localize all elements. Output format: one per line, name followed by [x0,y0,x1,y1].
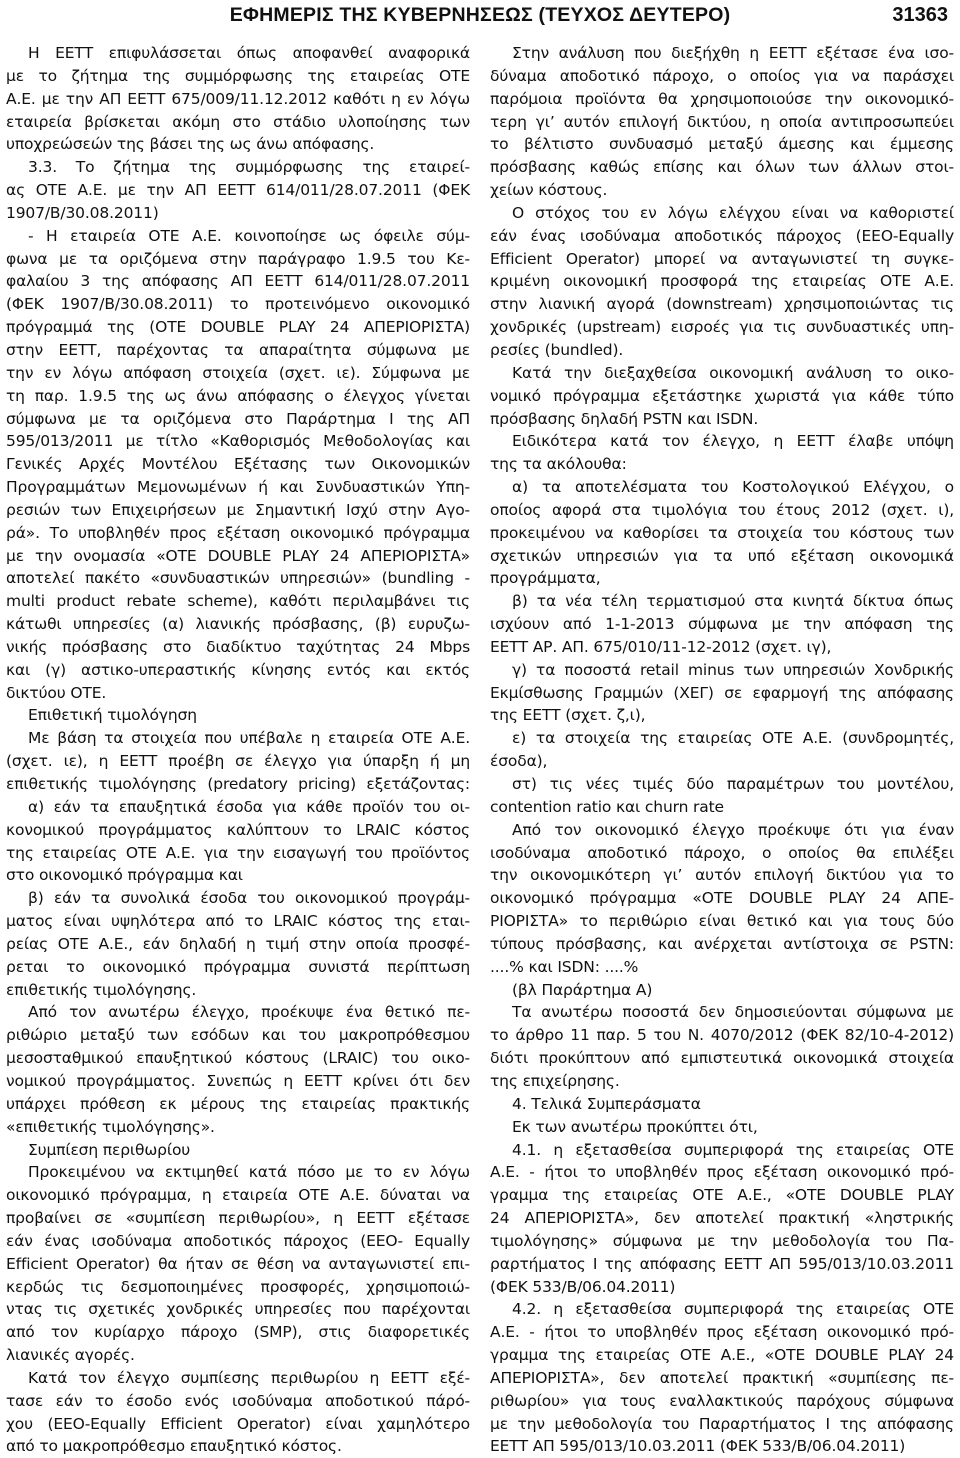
text-line: Κατά τον έλεγχο συμπίεσης περιθωρίου η ΕΕΤΤ εξέ- [28,1368,470,1387]
text-line: Από τον ανωτέρω έλεγχο, προέκυψε ένα θετικό πε- [28,1003,470,1022]
text-line: της εταιρείας ΟΤΕ Α.Ε. για την εισαγωγή του προϊόντος [6,843,470,862]
text-line: νομικού προγράμματος. Συνεπώς η ΕΕΤΤ κρίνει ότι δεν [6,1071,470,1090]
text-line: προγράμματα, [490,569,601,588]
text-line: Γενικές Αρχές Μοντέλου Εξέτασης των Οικονομικών [6,455,470,474]
text-line: κριμένη οικονομική προσφορά της εταιρείας ΟΤΕ Α.Ε. [490,272,954,291]
text-line: εταιρεία βρίσκεται ακόμη στο στάδιο υλοποίησης των [6,112,470,131]
text-line: γραμμα της εταιρείας ΟΤΕ Α.Ε., «ΟΤΕ DOUBLE PLAY 24 [490,1346,954,1365]
text-line: 24 ΑΠΕΡΙΟΡΙΣΤΑ», δεν αποτελεί πρακτική «ληστρικής [490,1209,954,1228]
text-line: ρεται το οικονομικό πρόγραμμα συνιστά περίπτωση [6,957,470,976]
text-line: multi product rebate scheme), καθότι περιλαμβάνει τις [6,592,470,611]
text-line: Με βάση τα στοιχεία που υπέβαλε η εταιρεία ΟΤΕ Α.Ε. [28,729,470,748]
text-line: την οικονομικότερη γι’ αυτόν επιλογή δικτύου για το [490,866,954,885]
text-line: κάτωθι υπηρεσίες (α) λιανικής πρόσβασης, (β) ευρυζω- [6,615,470,634]
page-header [0,0,960,34]
text-line: τερη γι’ αυτόν επιλογή δικτύου, η οποία αντιπροσωπεύει [490,112,954,131]
text-line: τη παρ. 1.9.5 της ως άνω απόφασης ο έλεγχος γίνεται [6,386,470,405]
text-line: οποίος αφορά στα τιμολόγια του έτους 2012 (σχετ. ι), [490,500,954,519]
text-line: (ΦΕΚ 533/Β/06.04.2011) [490,1277,676,1296]
text-line: ....% και ISDN: ....% [490,957,639,976]
text-line: (ΦΕΚ 1907/Β/30.08.2011) το προτεινόμενο οικονομικό [6,295,470,314]
text-line: «επιθετικής τιμολόγησης». [6,1117,215,1136]
text-line: νομικό πρόγραμμα εξετάστηκε χωριστά για κάθε τύπο [490,386,954,405]
text-line: ισοδύναμα αποδοτικό πάροχο, ο οποίος θα επιλέξει [490,843,954,862]
text-line: με την ονομασία «ΟΤΕ DOUBLE PLAY 24 ΑΠΕΡΙΟΡΙΣΤΑ» [6,546,470,565]
text-line: Ο στόχος του εν λόγω ελέγχου είναι να καθοριστεί [512,203,954,222]
gazette-title: ΕΦΗΜΕΡΙΣ ΤΗΣ ΚΥΒΕΡΝΗΣΕΩΣ (ΤΕΥΧΟΣ ΔΕΥΤΕΡΟ) [229,4,731,26]
text-line: 4. Τελικά Συμπεράσματα [512,1094,701,1113]
text-line: 1907/Β/30.08.2011) [6,203,159,222]
text-line: γραμμα της εταιρείας ΟΤΕ Α.Ε., «ΟΤΕ DOUBLE PLAY [490,1186,954,1205]
text-line: της επιχείρησης. [490,1071,620,1090]
text-line: Ειδικότερα κατά τον έλεγχο, η ΕΕΤΤ έλαβε υπόψη [512,432,954,451]
text-line: ριθωρίου» για τους εναλλακτικούς παρόχους σύμφωνα [490,1391,954,1410]
text-line: υπάρχει πρόθεση εκ μέρους της εταιρείας πρακτικής [6,1094,470,1113]
text-line: Εκμίσθωσης Γραμμών (ΧΕΓ) σε εφαρμογή της απόφασης [490,683,954,702]
text-line: οικονομικό πρόγραμμα «ΟΤΕ DOUBLE PLAY 24 ΑΠΕ- [490,889,954,908]
text-line: στην λιανική αγορά (downstream) χρησιμοποιώντας τις [490,295,954,314]
text-line: Στην ανάλυση που διεξήχθη η ΕΕΤΤ εξέτασε ένα ισο- [512,44,954,62]
text-line: 4.2. η εξετασθείσα συμπεριφορά της εταιρείας ΟΤΕ [512,1300,954,1319]
text-line: κερδώς τις δεσμοποιημένες προσφορές, χρησιμοποιώ- [6,1277,470,1296]
text-line: και (γ) αστικο-υπεραστικής κίνησης εντός και εκτός [6,660,470,679]
text-line: πρόσβασης δηλαδή PSTN και ISDN. [490,409,759,428]
text-line: Α.Ε. - ήτοι το υποβληθέν προς εξέταση οικονομικό πρό- [490,1163,954,1182]
text-line: οικονομικό πρόγραμμα, η εταιρεία ΟΤΕ Α.Ε. δύναται να [6,1186,470,1205]
text-line: μεσοσταθμικού επαυξητικού κόστους (LRAIC) του οικο- [6,1049,470,1068]
text-line: το άρθρο 11 παρ. 5 του Ν. 4070/2012 (ΦΕΚ 82/10-4-2012) [490,1026,954,1045]
text-line: της ΕΕΤΤ (σχετ. ζ,ι), [490,706,646,725]
text-line: εάν ένας ισοδύναμα αποδοτικός πάροχος (ΕΕΟ- Equally [6,1231,470,1250]
text-line: ρεσίες (bundled). [490,340,624,359]
text-line: με την μεθοδολογία του Παραρτήματος Ι της απόφασης [490,1414,954,1433]
text-line: ρεσιών των Επιχειρήσεων με Σημαντική Ισχύ στην Αγο- [6,500,470,519]
text-line: ΕΕΤΤ ΑΡ. ΑΠ. 675/010/11-12-2012 (σχετ. ιγ), [490,637,832,656]
text-line: κονομικού προγράμματος καλύπτουν το LRAIC κόστος [6,820,470,839]
text-line: νικής πρόσβασης στο διαδίκτυο ταχύτητας 24 Mbps [6,637,470,656]
text-line: προκειμένου να καθορίσει τα στοιχεία του κόστους των [490,523,954,542]
text-line: Τα ανωτέρω ποσοστά δεν δημοσιεύονται σύμφωνα με [512,1003,954,1022]
text-line: της τα ακόλουθα: [490,455,627,474]
text-line: χονδρικές (upstream) εισροές για τις συνδυαστικές υπη- [490,318,954,337]
text-line: (σχετ. ιε), η ΕΕΤΤ προέβη σε έλεγχο για ύπαρξη ή μη [6,752,470,771]
text-line: πρόσβασης καθώς επίσης και όλων των άλλων στοι- [490,158,954,177]
text-line: τιμολόγησης» σύμφωνα με την μεθοδολογία του Πα- [490,1231,954,1250]
text-line: στην ΕΕΤΤ, παρέχοντας τα απαραίτητα σύμφωνα με [6,340,470,359]
text-line: ΕΕΤΤ ΑΠ 595/013/10.03.2011 (ΦΕΚ 533/Β/06.04.2011) [490,1437,906,1456]
text-line: λιανικές αγορές. [6,1346,135,1365]
text-line: α) τα αποτελέσματα του Κοστολογικού Ελέγχου, ο [512,478,954,497]
text-line: ΑΠΕΡΙΟΡΙΣΤΑ», δεν αποτελεί πρακτική «συμπίεσης πε- [490,1368,954,1387]
text-line: προβαίνει σε «συμπίεση περιθωρίου», η ΕΕΤΤ εξέτασε [6,1209,470,1228]
text-line: επιθετικής τιμολόγησης (predatory pricing) εξετάζοντας: [6,775,470,793]
page-number: 31363 [892,4,948,26]
text-line: το βέλτιστο συνδυασμό μεταξύ άμεσης και έμμεσης [490,135,954,154]
text-line: χου (ΕΕΟ-Equally Efficient Operator) είναι χαμηλότερο [6,1414,470,1433]
text-line: Α.Ε. - ήτοι το υποβληθέν προς εξέταση οικονομικό πρό- [490,1323,954,1342]
text-line: φαλαίου 3 της απόφασης ΑΠ ΕΕΤΤ 614/011/28.07.2011 [6,272,470,291]
text-line: ΡΙΟΡΙΣΤΑ» το περιθώριο είναι θετικό και για τους δύο [490,912,954,931]
text-line: εάν ένας ισοδύναμα αποδοτικός πάροχος (ΕΕΟ-Equally [490,226,954,245]
text-line: σύμφωνα με τα οριζόμενα στο Παράρτημα Ι της ΑΠ [6,409,470,428]
text-line: ας ΟΤΕ Α.Ε. με την ΑΠ ΕΕΤΤ 614/011/28.07.2011 (ΦΕΚ [6,181,470,200]
text-line: - Η εταιρεία ΟΤΕ Α.Ε. κοινοποίησε ως όφειλε σύμ- [28,226,470,245]
text-line: (βλ Παράρτημα Α) [512,980,653,999]
text-line: σχετικών υπηρεσιών για τα υπό εξέταση οικονομικά [490,546,954,565]
text-line: ματος είναι υψηλότερα από το LRAIC κόστος της εται- [6,912,470,931]
text-line: Εκ των ανωτέρω προκύπτει ότι, [512,1117,758,1136]
text-line: contention ratio και churn rate [490,797,724,816]
text-line: από το μακροπρόθεσμο επαυξητικό κόστος. [6,1437,342,1456]
text-line: από τον κυρίαρχο πάροχο (SMP), στις διαφορετικές [6,1323,470,1342]
text-line: ριθώριο μεταξύ των εσόδων και του μακροπρόθεσμου [6,1026,470,1045]
right-column [490,42,954,1458]
text-line: Προγραμμάτων Μεμονωμένων ή και Συνδυαστικών Υπη- [6,478,470,497]
text-line: χείων κόστους. [490,181,608,200]
text-line: ραρτήματος Ι της απόφασης ΕΕΤΤ ΑΠ 595/013/10.03.2011 [490,1254,954,1273]
text-line: γ) τα ποσοστά retail minus των υπηρεσιών Χονδρικής [512,660,954,679]
text-line: ισχύουν από 1-1-2013 σύμφωνα με την απόφαση της [490,615,954,634]
text-line: 4.1. η εξετασθείσα συμπεριφορά της εταιρείας ΟΤΕ [512,1140,954,1159]
text-line: β) τα νέα τέλη τερματισμού στα κινητά δίκτυα όπως [512,592,954,611]
text-line: πρόγραμμά της (ΟΤΕ DOUBLE PLAY 24 ΑΠΕΡΙΟΡΙΣΤΑ) [6,318,470,337]
text-line: δικτύου ΟΤΕ. [6,683,107,702]
text-line: παρόμοια προϊόντα θα χρησιμοποιούσε την οικονομικό- [490,89,954,108]
text-line: Η ΕΕΤΤ επιφυλάσσεται όπως αποφανθεί αναφορικά [28,44,470,62]
text-line: στ) τις νέες τιμές δύο παραμέτρων του μοντέλου, [512,775,954,793]
text-line: 595/013/2011 με τίτλο «Καθορισμός Μεθοδολογίας και [6,432,470,451]
left-column [6,42,470,1458]
text-line: Α.Ε. με την ΑΠ ΕΕΤΤ 675/009/11.12.2012 καθότι η εν λόγω [6,89,470,108]
text-line: Επιθετική τιμολόγηση [28,706,197,725]
text-line: Κατά την διεξαχθείσα οικονομική ανάλυση το οικο- [512,363,954,382]
text-line: αποτελεί πακέτο «συνδυαστικών υπηρεσιών» (bundling - [6,569,470,588]
text-line: α) εάν τα επαυξητικά έσοδα για κάθε προϊόν του οι- [28,797,470,816]
text-line: 3.3. Το ζήτημα της συμμόρφωσης της εταιρεί- [28,158,470,177]
text-line: στο οικονομικό πρόγραμμα και [6,866,243,885]
text-line: Συμπίεση περιθωρίου [28,1140,191,1159]
text-line: φωνα με τα οριζόμενα στην παράγραφο 1.9.5 του Κε- [6,249,470,268]
text-line: ε) τα στοιχεία της εταιρείας ΟΤΕ Α.Ε. (συνδρομητές, [512,729,954,748]
text-line: διότι προκύπτουν από εμπιστευτικά οικονομικά στοιχεία [490,1049,954,1068]
text-line: τύπους πρόσβασης, και ανέρχεται αντίστοιχα σε PSTN: [490,934,954,953]
text-line: έσοδα), [490,752,548,771]
text-line: επιθετικής τιμολόγησης. [6,980,197,999]
text-line: με το ζήτημα της συμμόρφωσης της εταιρείας ΟΤΕ [6,66,470,85]
text-line: ντας τις σχετικές χονδρικές υπηρεσίες που παρέχονται [6,1300,470,1319]
text-line: β) εάν τα συνολικά έσοδα του οικονομικού προγράμ- [28,889,470,908]
text-line: δύναμα αποδοτικό πάροχο, ο οποίος για να παράσχει [490,66,954,85]
text-line: Προκειμένου να εκτιμηθεί κατά πόσο με το εν λόγω [28,1163,470,1182]
text-line: Efficient Operator) θα ήταν σε θέση να ανταγωνιστεί επι- [6,1254,470,1273]
text-line: Efficient Operator) μπορεί να ανταγωνιστεί τη συγκε- [490,249,954,268]
text-line: ρά». Το υποβληθέν προς εξέταση οικονομικό πρόγραμμα [6,523,470,542]
text-line: την εν λόγω απόφαση στοιχεία (σχετ. ιε). Σύμφωνα με [6,363,470,382]
text-line: τασε εάν το έσοδο ενός ισοδύναμα αποδοτικού πάρό- [6,1391,470,1410]
text-line: Από τον οικονομικό έλεγχο προέκυψε ότι για έναν [512,820,954,839]
text-line: ρείας ΟΤΕ Α.Ε., εάν δηλαδή η τιμή στην οποία προσφέ- [6,934,470,953]
text-line: υποχρεώσεών της βάσει της ως άνω απόφασης. [6,135,375,154]
